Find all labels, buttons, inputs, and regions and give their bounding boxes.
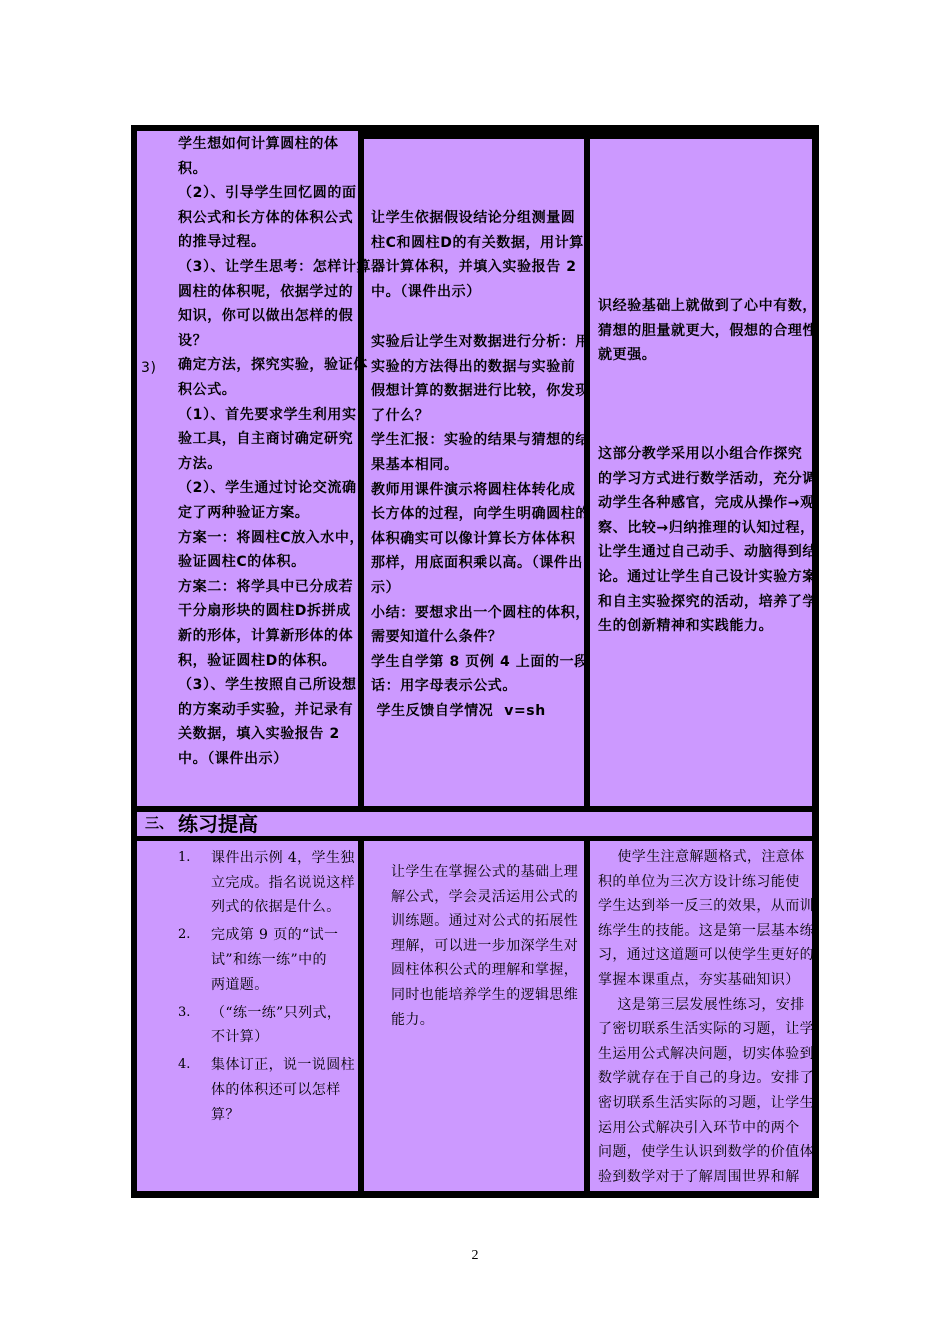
text-line: 圆柱体积公式的理解和掌握， [391,962,579,979]
text-line: 了密切联系生活实际的习题，让学 [598,1021,814,1038]
text-line: 同时也能培养学生的逻辑思维 [391,987,579,1003]
list-item-text: 两道题。 [211,976,269,993]
text-line: 定了两种验证方案。 [178,505,310,521]
text-line: 验到数学对于了解周围世界和解 [598,1168,800,1185]
list-item-number: 1. [178,850,191,865]
list-item-text: 列式的依据是什么。 [211,899,341,916]
text-line: 积。 [178,160,208,177]
text-line: 这是第三层发展性练习，安排 [598,996,805,1013]
list-item-text: 试”和练一练”中的 [211,951,327,968]
list-item-text: （“练一练”只列式， [211,1004,342,1021]
text-line: 确定方法，探究实验，验证体 [178,357,368,374]
text-line: 动学生各种感官，完成从操作→观 [598,495,815,512]
text-line: 验工具，自主商讨确定研究 [178,431,354,448]
text-line: 方案一：将圆柱C放入水中， [178,529,365,546]
text-line: （3）、学生按照自己所设想 [178,677,357,694]
text-line: 能力。 [391,1011,435,1028]
text-line: 实验的方法得出的数据与实验前 [371,358,576,375]
text-line: 解公式，学会灵活运用公式的 [391,888,579,905]
section-number: 三、 [145,816,173,832]
text-line: 积公式。 [178,382,237,398]
text-line: 学生想如何计算圆柱的体 [178,136,339,152]
text-line: 问题，使学生认识到数学的价值体 [598,1144,814,1161]
list-item-number: 4. [178,1057,191,1073]
text-line: 中。（课件出示） [178,751,288,767]
text-line: 练学生的技能。这是第一层基本练 [598,922,814,939]
text-line: 圆柱的体积呢，依据学过的 [178,283,354,300]
text-line: 中。（课件出示） [371,283,481,300]
list-item-number: 3. [178,1004,191,1020]
list-item-text: 算？ [211,1106,240,1123]
text-line: 密切联系生活实际的习题，让学生 [598,1095,814,1111]
text-line: 察、比较→归纳推理的认知过程， [598,519,815,536]
list-item-text: 集体订正，说一说圆柱 [211,1057,355,1074]
page-number: 2 [471,1248,479,1263]
text-line: 学生汇报：实验的结果与猜想的结 [371,432,590,449]
text-line: 理解，可以进一步加深学生对 [391,937,579,954]
text-line: 和自主实验探究的活动，培养了学 [598,593,817,610]
text-line: 假想计算的数据进行比较，你发现 [371,383,590,400]
text-line: 识经验基础上就做到了心中有数， [598,298,817,314]
list-item-text: 体的体积还可以怎样 [211,1081,341,1098]
text-line: 习，通过这道题可以使学生更好的 [598,947,814,964]
text-line: 学生反馈自学情况 v=sh [371,703,546,719]
text-line: （2）、学生通过讨论交流确 [178,480,357,497]
text-line: 生运用公式解决问题，切实体验到 [598,1045,814,1062]
text-line: 就更强。 [598,347,657,364]
text-line: 小结：要想求出一个圆柱的体积， [371,604,590,621]
text-line: 方案二：将学具中已分成若 [178,578,354,595]
text-line: 示） [371,580,401,596]
text-line: 数学就存在于自己的身边。安排了 [598,1070,814,1087]
section-title: 练习提高 [178,812,258,836]
text-line: 猜想的胆量就更大，假想的合理性 [598,322,817,339]
text-line: 让学生在掌握公式的基础上理 [391,864,579,880]
text-line: 的方案动手实验，并记录有 [178,701,354,718]
text-line: 关数据，填入实验报告 2 [178,726,340,743]
list-item-number: 2. [178,927,191,943]
text-line: 训练题。通过对公式的拓展性 [391,913,579,930]
text-line: 需要知道什么条件？ [371,629,503,646]
text-line: 器计算体积，并填入实验报告 2 [371,259,577,276]
text-line: 干分扇形块的圆柱D拆拼成 [178,603,351,620]
list-item-text: 课件出示例 4，学生独 [211,850,355,866]
text-line: 体积确实可以像计算长方体体积 [371,530,576,547]
text-line: 让学生依据假设结论分组测量圆 [371,210,576,226]
text-line: 了什么？ [371,407,430,424]
text-line: 使学生注意解题格式，注意体 [598,849,805,865]
text-line: 新的形体，计算新形体的体 [178,628,354,644]
text-line: 论。通过让学生自己设计实验方案 [598,569,817,585]
text-line: 柱C和圆柱D的有关数据，用计算 [371,234,584,251]
text-line: 学生自学第 8 页例 4 上面的一段 [371,653,589,670]
list-item-text: 完成第 9 页的“试一 [211,927,339,944]
text-line: 积的单位为三次方设计练习能使 [598,873,800,890]
text-line: 设？ [178,332,208,349]
text-line: 生的创新精神和实践能力。 [598,618,774,635]
text-line: 方法。 [178,455,222,472]
text-line: 的学习方式进行数学活动，充分调 [598,470,817,487]
text-line: 掌握本课重点，夯实基础知识） [598,972,800,988]
text-line: 果基本相同。 [371,457,459,473]
step-number: 3) [141,360,157,376]
text-line: 长方体的过程，向学生明确圆柱的 [371,506,590,523]
text-line: 知识，你可以做出怎样的假 [178,308,354,325]
text-line: （2）、引导学生回忆圆的面 [178,185,357,202]
text-line: （1）、首先要求学生利用实 [178,406,357,423]
text-line: 话：用字母表示公式。 [371,678,517,695]
text-line: 积公式和长方体的体积公式 [178,209,354,226]
text-line: 验证圆柱C的体积。 [178,554,306,571]
text-line: 那样，用底面积乘以高。（课件出 [371,555,583,572]
text-line: 教师用课件演示将圆柱体转化成 [371,481,576,498]
text-line: 的推导过程。 [178,234,266,251]
text-line: 积，验证圆柱D的体积。 [178,652,337,669]
list-item-text: 不计算） [211,1029,269,1046]
text-line: 让学生通过自己动手、动脑得到结 [598,544,817,561]
text-line: （3）、让学生思考：怎样计算 [178,259,372,275]
text-line: 实验后让学生对数据进行分析：用 [371,334,590,350]
text-line: 学生达到举一反三的效果，从而训 [598,898,814,915]
text-line: 运用公式解决引入环节中的两个 [598,1119,800,1136]
text-line: 这部分教学采用以小组合作探究 [598,446,803,462]
list-item-text: 立完成。指名说说这样 [211,874,355,891]
